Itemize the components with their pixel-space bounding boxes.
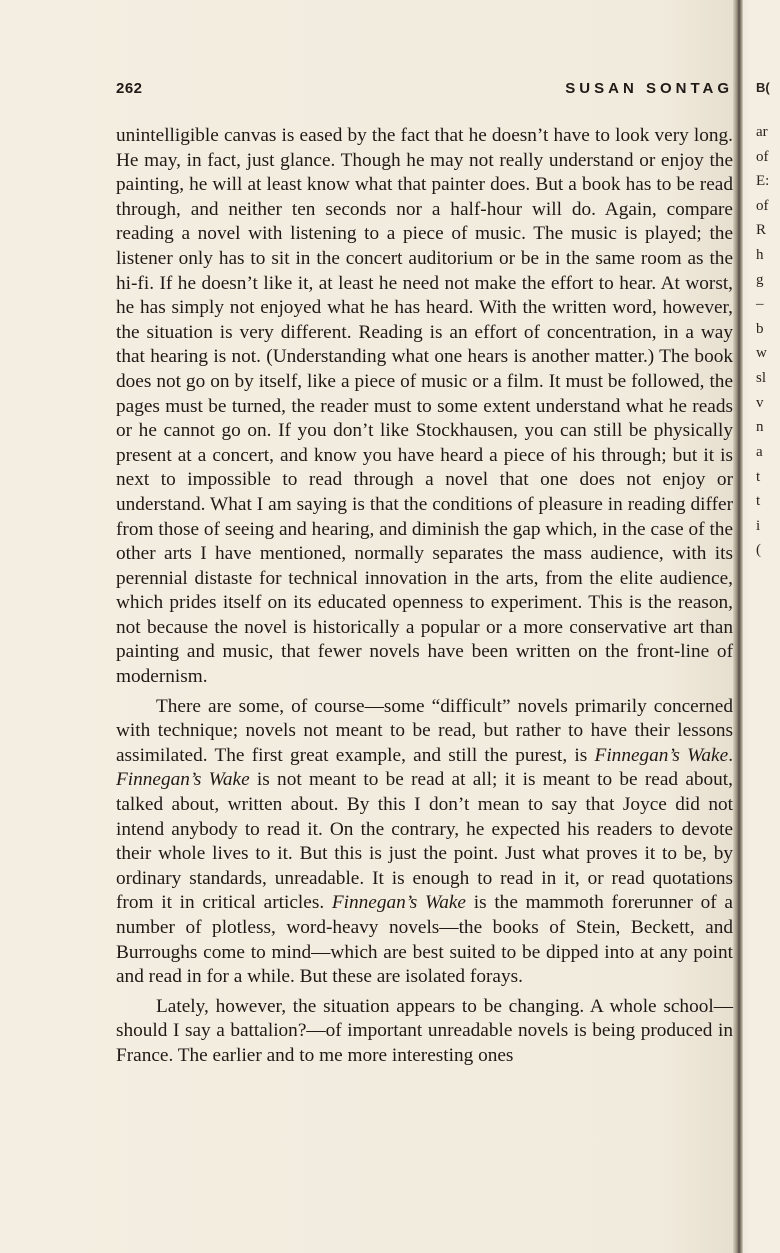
facing-page-head: B( xyxy=(756,80,770,95)
facing-line-start: w xyxy=(756,345,767,361)
facing-line-start: sl xyxy=(756,370,767,386)
paragraph-3 xyxy=(116,995,733,1069)
book-title-italic: Finnegan’s Wake xyxy=(116,769,250,791)
facing-line-start: b xyxy=(756,321,764,337)
book-title-italic: Finnegan’s Wake xyxy=(594,744,729,766)
facing-line-start: R xyxy=(756,222,767,238)
facing-line-start: t xyxy=(756,493,761,509)
facing-line-start: ( xyxy=(756,542,761,558)
facing-line-start: g xyxy=(756,272,764,288)
facing-line-start: v xyxy=(756,395,764,411)
facing-line-start: i xyxy=(756,518,761,534)
facing-page-fragment xyxy=(752,0,780,1253)
facing-line-start: of xyxy=(756,149,769,165)
book-title-italic: Finnegan’s Wake xyxy=(331,892,466,914)
paragraph-1 xyxy=(116,124,733,690)
facing-line-start: E: xyxy=(756,173,770,189)
paragraph-text: is not meant to be read at all; it is meant to be read about, talked about, written about. By this I don’t mean to say that Joyce did not intend anybody to read it. On the contrary, he expected his readers to devote their whole lives to it. But this is just the point. Just what proves it to be, by ordinary standards, unreadable. It is enough to read in it, or read quotations from it in critical articles. xyxy=(116,769,733,914)
facing-line-start: ar xyxy=(756,124,768,140)
facing-line-start: h xyxy=(756,247,764,263)
facing-line-start: a xyxy=(756,444,763,460)
paragraph-text: . xyxy=(728,744,734,766)
running-head: SUSAN SONTAG xyxy=(565,80,733,97)
paragraph-text: is the mammoth forerunner of a number of plotless, word-heavy novels—the books of Stein, Beckett, and Burroughs come to mind—which are best suited to be dipped into at any point and read in for a while. But these are isolated forays. xyxy=(116,892,733,988)
paragraph-text: There are some, of course—some “difficult” novels primarily concerned with technique; novels not meant to be read, but rather to have their lessons assimilated. The first great example, and still the purest, is xyxy=(116,695,733,766)
body-text xyxy=(116,124,733,1069)
facing-line-start: n xyxy=(756,419,764,435)
paragraph-text: unintelligible canvas is eased by the fact that he doesn’t have to look very long. He may, in fact, just glance. Though he may not really understand or enjoy the painting, he will at least know what that painter does. But a book has to be read through, and neither ten seconds nor a half-hour will do. Again, compare reading a novel with listening to a piece of music. The music is played; the listener only has to sit in the concert auditorium or be in the same room as the hi-fi. If he doesn’t like it, at least he need not make the effort to hear. At worst, he has simply not enjoyed what he has heard. With the written word, however, the situation is very different. Reading is an effort of concentration, in a way that hearing is not. (Understanding what one hears is another matter.) The book does not go on by itself, like a piece of music or a film. It must be followed, the pages must be turned, the reader must to some extent understand what he reads or he cannot go on. If you don’t like Stockhausen, you can still be physically present at a concert, and know you have heard a piece of his through; but it is next to impossible to read through a novel that one does not enjoy or understand. What I am saying is that the conditions of pleasure in reading differ from those of seeing and hearing, and diminish the gap which, in the case of the other arts I have mentioned, normally separates the mass audience, with its perennial distaste for technical innovation in the arts, from the elite audience, which prides itself on its educated openness to experiment. This is the reason, not because the novel is historically a popular or a more conservative art than painting and music, that fewer novels have been written on the front-line of modernism. xyxy=(116,125,733,688)
facing-line-start: – xyxy=(756,296,764,312)
facing-line-start: of xyxy=(756,198,769,214)
page-number: 262 xyxy=(116,80,143,97)
book-gutter-shadow xyxy=(733,0,743,1253)
paragraph-2 xyxy=(116,695,733,990)
facing-line-start: t xyxy=(756,469,761,485)
paragraph-text: Lately, however, the situation appears to be changing. A whole school—should I say a battalion?—of important unreadable novels is being produced in France. The earlier and to me more interesting ones xyxy=(116,995,733,1066)
page-header xyxy=(116,80,733,104)
